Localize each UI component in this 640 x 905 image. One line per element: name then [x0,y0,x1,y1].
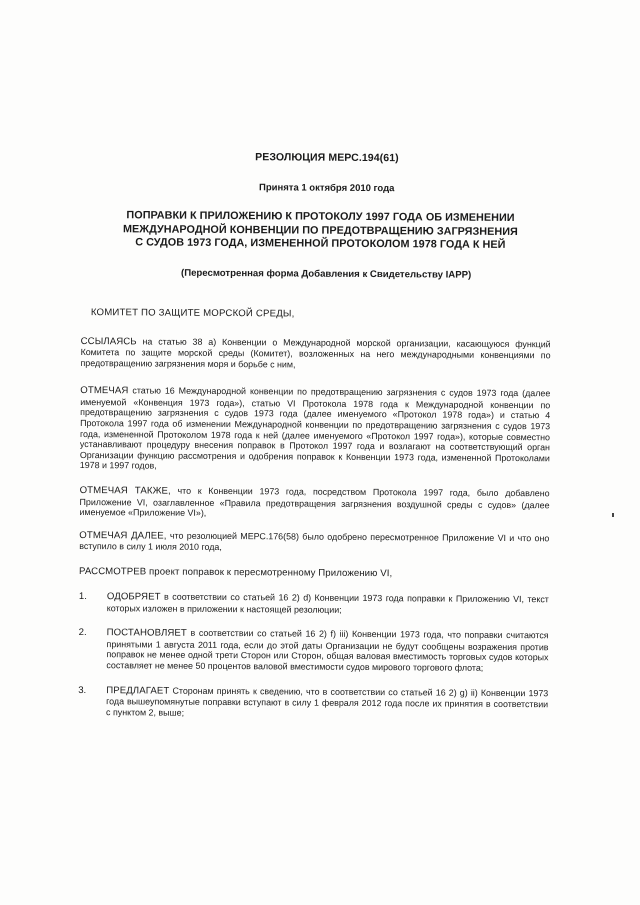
amendments-title-line: С СУДОВ 1973 ГОДА, ИЗМЕНЕННОЙ ПРОТОКОЛОМ 1978 ГОДА К НЕЙ [135,236,506,251]
preamble-lead: ОТМЕЧАЯ ДАЛЕЕ, [79,529,167,542]
paragraph-number: 3. [78,684,87,696]
preamble-noting-also [79,485,549,521]
operative-text: в соответствии со статьей 16 2) d) Конвенции 1973 года поправки к Приложению VI, текст которых изложен в приложении к настоящей резолюции; [106,591,549,615]
paragraph-body [106,627,548,673]
operative-lead: ОДОБРЯЕТ [106,591,161,603]
amendments-title [89,209,551,253]
scan-mark [612,513,614,517]
resolution-title: РЕЗОЛЮЦИЯ МЕРС.194(61) [255,151,399,165]
amendments-title-line: МЕЖДУНАРОДНОЙ КОНВЕНЦИИ ПО ПРЕДОТВРАЩЕНИЮ ЗАГРЯЗНЕНИЯ [122,222,518,238]
preamble-lead: ОТМЕЧАЯ ТАКЖЕ, [79,485,171,497]
preamble-text: что к Конвенции 1973 года, посредством Протокола 1997 года, было добавлено Приложение VI, озаглавленное «Правила предотвращения загрязнения воздушной среды с судов» (далее именуемое «Приложение VI»), [79,485,550,519]
operative-paragraph [78,685,548,721]
preamble-lead: ОТМЕЧАЯ [80,385,129,397]
paragraph-body [107,591,549,616]
operative-text: в соответствии со статьей 16 2) f) iii) Конвенции 1973 года, что поправки считаются принятыми 1 августа 2011 года, если до этой даты Организации не будут сообщены возражения против поправок не менее одной трети Сторон или Сторон, общая валовая вместимость торговых судов которых составляет не менее 50 процентов валовой вместимости судов мирового торгового флота; [106,627,549,673]
preamble-considering: РАССМОТРЕВ проект поправок к пересмотренному Приложению VI, [79,565,393,580]
committee-heading: КОМИТЕТ ПО ЗАЩИТЕ МОРСКОЙ СРЕДЫ, [90,306,295,319]
operative-text: Сторонам принять к сведению, что в соответствии со статьей 16 2) g) ii) Конвенции 1973 года вышеупомянутые поправки вступают в силу 1 февраля 2012 года после их принятия в соответствии с пунктом 2, выше; [106,685,549,718]
operative-lead: ПОСТАНОВЛЯЕТ [106,627,187,639]
paragraph-body [106,685,548,721]
preamble-lead: ССЫЛАЯСЬ [80,335,137,347]
resolution-content [78,150,552,721]
paragraph-number: 1. [78,590,87,603]
operative-lead: ПРЕДЛАГАЕТ [106,684,170,697]
operative-paragraph [79,591,549,616]
paragraph-number: 2. [78,627,87,639]
adoption-date: Принята 1 октября 2010 года [259,182,395,195]
preamble-noting [80,385,551,474]
preamble-text: на статью 38 а) Конвенции о Международной морской организации, касающуюся функций Комитета по защите морской среды (Комитет), возложенных на него международными конвенциями по предотвращению загрязнения моря и борьбе с ним, [80,335,551,370]
resolution-subtitle: (Пересмотренная форма Добавления к Свидетельству IAPP) [180,267,472,281]
preamble-referring [80,335,550,371]
preamble-text: статью 16 Международной конвенции по предотвращению загрязнения с судов 1973 года (далее именуемой «Конвенция 1973 года»), статью VI Протокола 1978 года к Международной конвенции по предотвращению загрязнения с судов 1973 года (далее именуемого «Протокол 1978 года») и статью 4 Протокола 1997 года об изменении Международной конвенции по предотвращению загрязнения с судов 1973 года, измененной Протоколом 1978 года к ней (далее именуемого «Протокол 1997 года»), которые совместно устанавливают процедуру внесения поправок в Протокол 1997 года и возлагают на соответствующий орган Организации функцию рассмотрения и одобрения поправок к Конвенции 1973 года, измененной Протоколами 1978 и 1997 годов, [79,385,551,471]
preamble-text: что резолюцией МЕРС.176(58) было одобрено пересмотренное Приложение VI и что оно вступило в силу 1 июля 2010 года, [79,530,550,553]
preamble-noting-further [79,530,549,555]
operative-paragraph [78,627,548,674]
amendments-title-line: ПОПРАВКИ К ПРИЛОЖЕНИЮ К ПРОТОКОЛУ 1997 ГОДА ОБ ИЗМЕНЕНИИ [126,209,515,225]
